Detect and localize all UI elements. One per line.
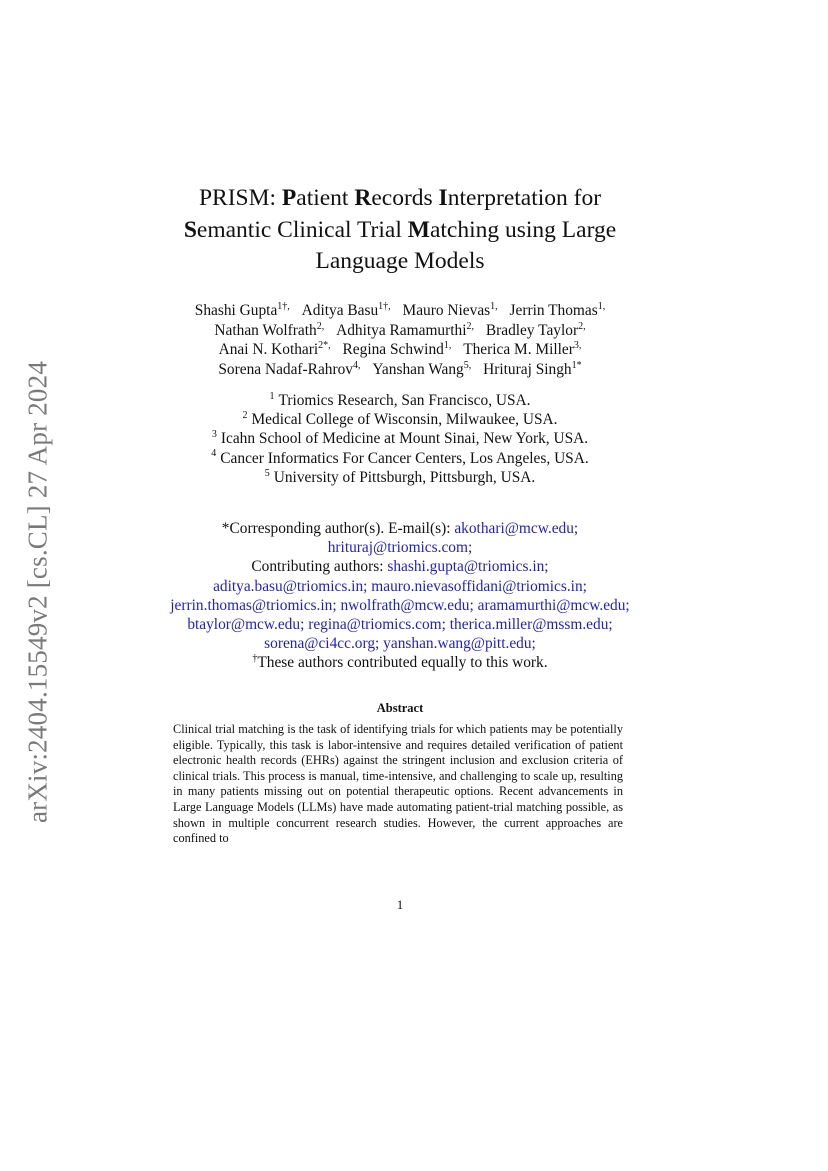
email-link[interactable]: hrituraj@triomics.com; — [327, 539, 473, 557]
email-link[interactable]: yanshan.wang@pitt.edu; — [383, 635, 536, 653]
page-number: 1 — [396, 897, 404, 912]
email-link[interactable]: regina@triomics.com; — [308, 616, 446, 634]
author: Adhitya Ramamurthi$^{2,}$ — [336, 320, 474, 339]
email-link[interactable]: shashi.gupta@triomics.in; — [387, 558, 549, 576]
title-part: atient — [296, 185, 355, 211]
affiliation: $^5$ University of Pittsburgh, Pittsburgh, USA. — [264, 467, 536, 486]
author-list — [120, 301, 680, 379]
email-link[interactable]: sorena@ci4cc.org; — [264, 635, 380, 653]
author: Shashi Gupta$^{1\dagger,}$ — [194, 300, 290, 319]
author: Yanshan Wang$^{5,}$ — [372, 359, 472, 378]
affiliation-list — [120, 391, 680, 487]
title-part: ecords — [371, 185, 439, 211]
title-part: Language Models — [315, 248, 485, 274]
email-link[interactable]: akothari@mcw.edu; — [454, 520, 579, 537]
email-link[interactable]: mauro.nievasoffidani@triomics.in; — [371, 577, 587, 595]
author: Bradley Taylor$^{2,}$ — [485, 320, 586, 339]
email-link[interactable]: aramamurthi@mcw.edu; — [477, 596, 630, 614]
title-part: nterpretation for — [447, 185, 602, 211]
abstract-text: Clinical trial matching is the task of identifying trials for which patients may be potentially eligible. Typically, this task is labor-intensive and requires detailed verification of patient electronic health records (EHRs) against the stringent inclusion and exclusion criteria of clinical trials. This process is manual, time-intensive, and challenging to scale up, resulting in many patients missing out on potential therapeutic options. Recent advancements in Large Language Models (LLMs) have made automating patient-trial matching possible, as shown in multiple concurrent research studies. However, the current approaches are confined to — [173, 722, 623, 846]
arxiv-stamp — [16, 362, 60, 822]
author: Jerrin Thomas$^{1,}$ — [509, 300, 606, 319]
equal-contribution-note: These authors contributed equally to this work. — [257, 654, 548, 672]
title-bold-letter: P — [281, 185, 297, 211]
corresponding-label: *Corresponding author(s). E-mail(s): — [221, 520, 455, 537]
title-bold-letter: M — [407, 216, 430, 243]
email-link[interactable]: nwolfrath@mcw.edu; — [340, 596, 474, 614]
author: Hrituraj Singh$^{1*}$ — [483, 359, 582, 378]
author: Regina Schwind$^{1,}$ — [342, 340, 452, 359]
affiliation: $^2$ Medical College of Wisconsin, Milwaukee, USA. — [242, 410, 558, 429]
paper-title — [100, 183, 700, 278]
dagger-symbol: † — [252, 653, 258, 665]
arxiv-identifier: arXiv:2404.15549v2 [cs.CL] 27 Apr 2024 — [22, 360, 53, 824]
author: Therica M. Miller$^{3,}$ — [463, 340, 582, 359]
affiliation: $^3$ Icahn School of Medicine at Mount Sinai, New York, USA. — [211, 429, 589, 448]
email-link[interactable]: aditya.basu@triomics.in; — [213, 577, 368, 595]
author: Mauro Nievas$^{1,}$ — [402, 300, 498, 319]
title-bold-letter: S — [183, 216, 197, 243]
email-link[interactable]: therica.miller@mssm.edu; — [449, 616, 613, 634]
correspondence-block — [120, 519, 680, 673]
contributing-label: Contributing authors: — [251, 558, 388, 576]
title-bold-letter: I — [438, 185, 448, 211]
author: Nathan Wolfrath$^{2,}$ — [214, 320, 325, 339]
affiliation: $^1$ Triomics Research, San Francisco, USA. — [269, 390, 531, 409]
title-bold-letter: R — [354, 185, 372, 211]
email-link[interactable]: jerrin.thomas@triomics.in; — [170, 596, 337, 614]
affiliation: $^4$ Cancer Informatics For Cancer Centers, Los Angeles, USA. — [211, 448, 589, 467]
title-part: PRISM: — [198, 185, 282, 211]
author: Aditya Basu$^{1\dagger,}$ — [301, 300, 391, 319]
title-part: emantic Clinical Trial — [196, 216, 408, 243]
author: Anai N. Kothari$^{2*,}$ — [218, 340, 331, 359]
email-link[interactable]: btaylor@mcw.edu; — [187, 616, 305, 634]
title-part: atching using Large — [429, 216, 617, 243]
author: Sorena Nadaf-Rahrov$^{4,}$ — [218, 359, 361, 378]
abstract-heading: Abstract — [376, 701, 424, 715]
